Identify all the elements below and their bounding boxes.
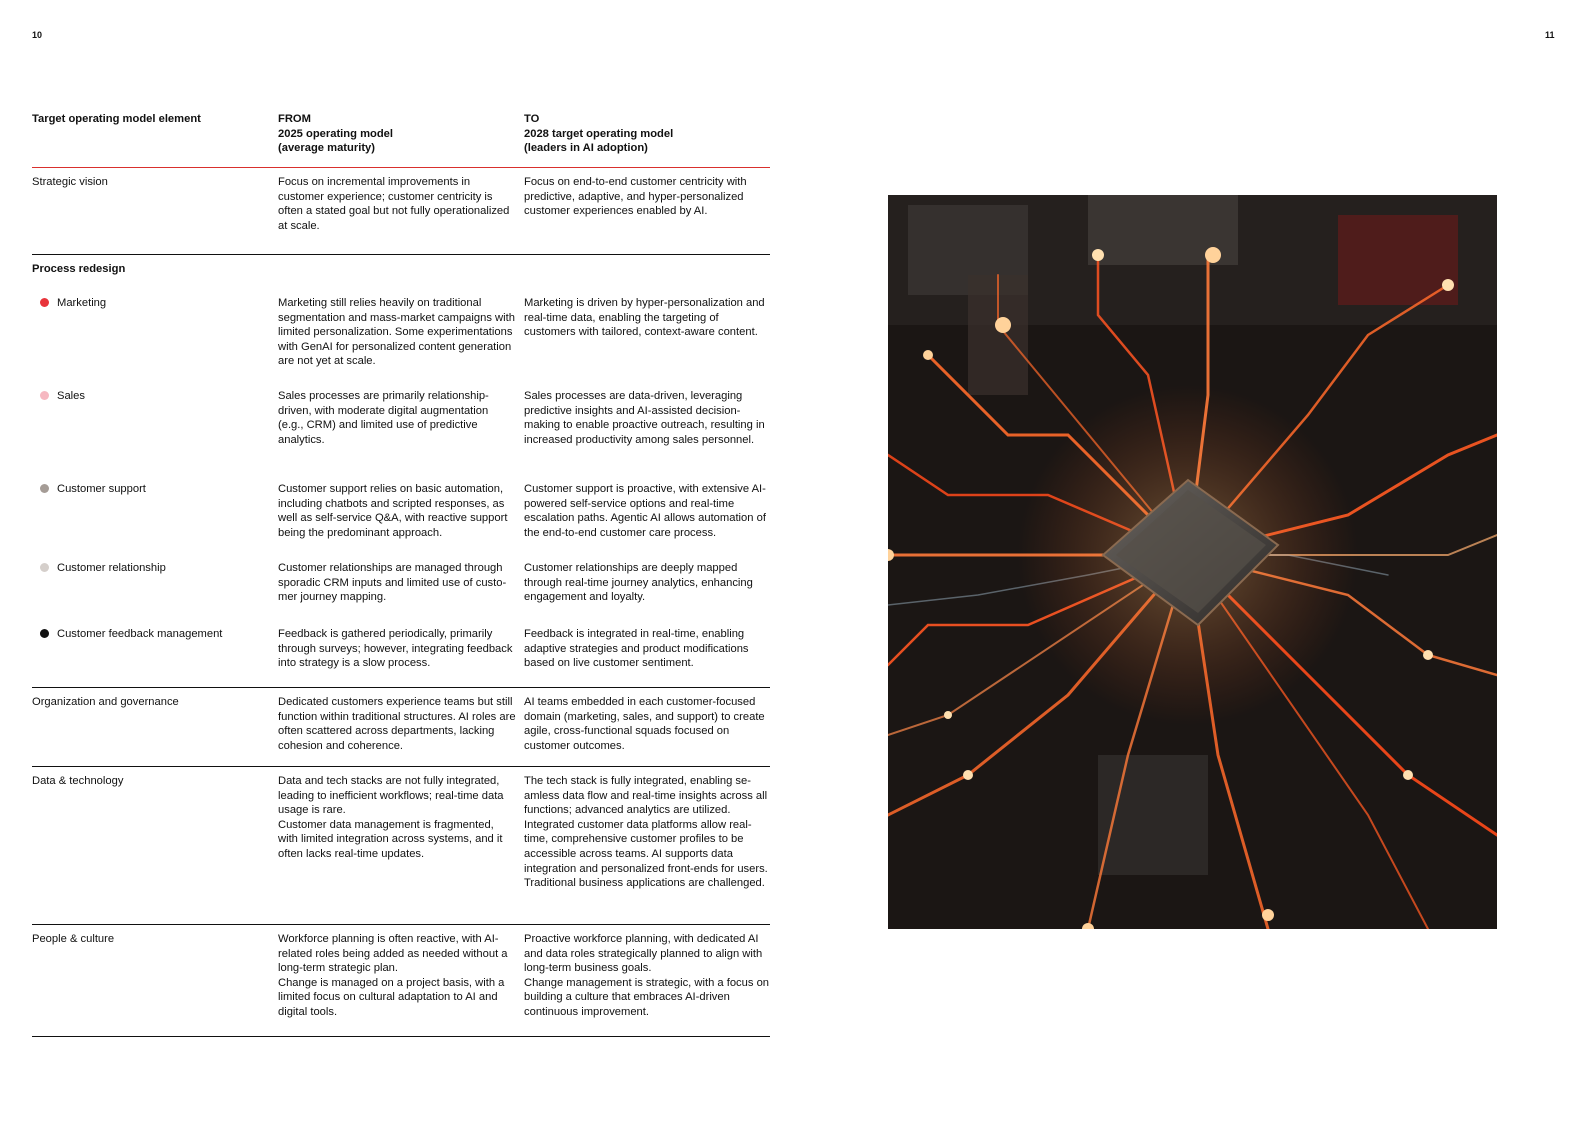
sales-bullet-icon — [40, 391, 49, 400]
header-element: Target operating model element — [32, 113, 201, 125]
row-to: Focus on end-to-end customer centricity with predictive, adaptive, and hyper-personalized customer experiences enabled by AI. — [524, 176, 747, 218]
row-divider — [32, 687, 770, 688]
customer-relationship-bullet-icon — [40, 563, 49, 572]
header-divider — [32, 167, 770, 168]
table-bottom-divider — [32, 1036, 770, 1037]
table-header — [32, 112, 770, 166]
page-number-left: 10 — [32, 30, 43, 40]
row-label: Strategic vision — [32, 176, 108, 188]
row-divider — [32, 924, 770, 925]
header-from: FROM 2025 operating model (average maturity) — [278, 113, 394, 155]
row-divider — [32, 254, 770, 255]
circuit-board-image — [888, 195, 1497, 929]
header-to: TO 2028 target operating model (leaders in AI adoption) — [524, 113, 674, 155]
circuit-board-graphic — [888, 195, 1497, 929]
page-number-right: 11 — [1545, 30, 1555, 40]
customer-support-bullet-icon — [40, 484, 49, 493]
row-divider — [32, 766, 770, 767]
row-from: Focus on incremental improvements in customer experience; customer centricity is often a stated goal but not fully operationalized at scale. — [278, 176, 510, 232]
marketing-bullet-icon — [40, 298, 49, 307]
customer-feedback-bullet-icon — [40, 629, 49, 638]
